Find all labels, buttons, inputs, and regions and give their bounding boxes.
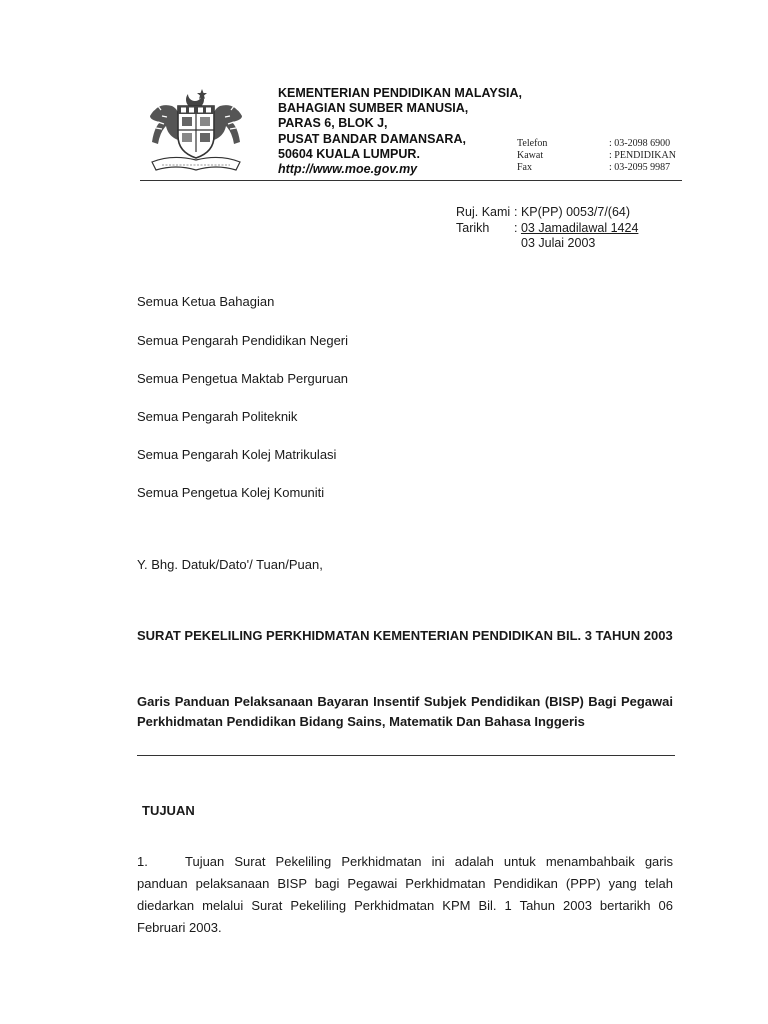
letterhead-divider xyxy=(140,180,682,181)
org-line: BAHAGIAN SUMBER MANUSIA, xyxy=(278,101,469,116)
reference-row xyxy=(456,205,638,221)
tarikh-label: Tarikh xyxy=(456,220,490,235)
paragraph xyxy=(137,851,673,939)
date-row xyxy=(456,236,638,252)
recipient: Semua Pengarah Politeknik xyxy=(137,409,298,424)
org-line: KEMENTERIAN PENDIDIKAN MALAYSIA, xyxy=(278,86,523,100)
org-line: PARAS 6, BLOK J, xyxy=(278,116,388,131)
recipient: Semua Pengarah Pendidikan Negeri xyxy=(137,333,349,348)
hijri-date: 03 Jamadilawal 1424 xyxy=(520,220,639,235)
contact-row xyxy=(517,162,676,174)
salutation: Y. Bhg. Datuk/Dato'/ Tuan/Puan, xyxy=(137,557,323,572)
contact-value: : 03-2095 9987 xyxy=(609,162,671,173)
contact-label: Kawat xyxy=(517,150,544,161)
malaysia-coat-of-arms-icon xyxy=(140,86,252,178)
contact-value: : PENDIDIKAN xyxy=(609,150,676,161)
contact-details xyxy=(517,138,676,174)
org-line: 50604 KUALA LUMPUR. xyxy=(278,146,420,161)
contact-row xyxy=(517,138,676,150)
contact-value: : 03-2098 6900 xyxy=(609,138,671,149)
circular-title: SURAT PEKELILING PERKHIDMATAN KEMENTERIAN PENDIDIKAN BIL. 3 TAHUN 2003 xyxy=(137,628,673,643)
paragraph-text: Tujuan Surat Pekeliling Perkhidmatan ini adalah untuk menambahbaik garis panduan pelaksanaan BISP bagi Pegawai Perkhidmatan Pendidikan (PPP) yang telah diedarkan melalui Surat Pekeliling Perkhidmatan KPM Bil. 1 Tahun 2003 bertarikh 06 Februari 2003. xyxy=(137,854,673,935)
contact-label: Fax xyxy=(517,162,532,173)
website-link[interactable]: http://www.moe.gov.my xyxy=(278,162,418,177)
contact-label: Telefon xyxy=(517,138,548,149)
date-row xyxy=(456,221,638,237)
circular-subject: Garis Panduan Pelaksanaan Bayaran Insentif Subjek Pendidikan (BISP) Bagi Pegawai Perkhidmatan Pendidikan Bidang Sains, Matematik Dan Bahasa Inggeris xyxy=(137,694,673,729)
section-heading: TUJUAN xyxy=(142,803,195,818)
reference-block xyxy=(456,205,638,252)
contact-row xyxy=(517,150,676,162)
org-line: PUSAT BANDAR DAMANSARA, xyxy=(278,131,466,146)
ruj-value: : KP(PP) 0053/7/(64) xyxy=(514,205,631,219)
ministry-address xyxy=(278,86,522,177)
paragraph-number: 1. xyxy=(137,854,148,869)
ruj-label: Ruj. Kami xyxy=(456,205,511,219)
recipient: Semua Ketua Bahagian xyxy=(137,294,275,309)
recipient: Semua Pengarah Kolej Matrikulasi xyxy=(137,447,337,462)
recipient: Semua Pengetua Kolej Komuniti xyxy=(137,485,325,500)
tarikh-separator: : xyxy=(514,220,521,235)
subject-divider xyxy=(137,755,675,756)
date-indent xyxy=(456,236,521,252)
gregorian-date: 03 Julai 2003 xyxy=(521,236,596,250)
recipient: Semua Pengetua Maktab Perguruan xyxy=(137,371,349,386)
